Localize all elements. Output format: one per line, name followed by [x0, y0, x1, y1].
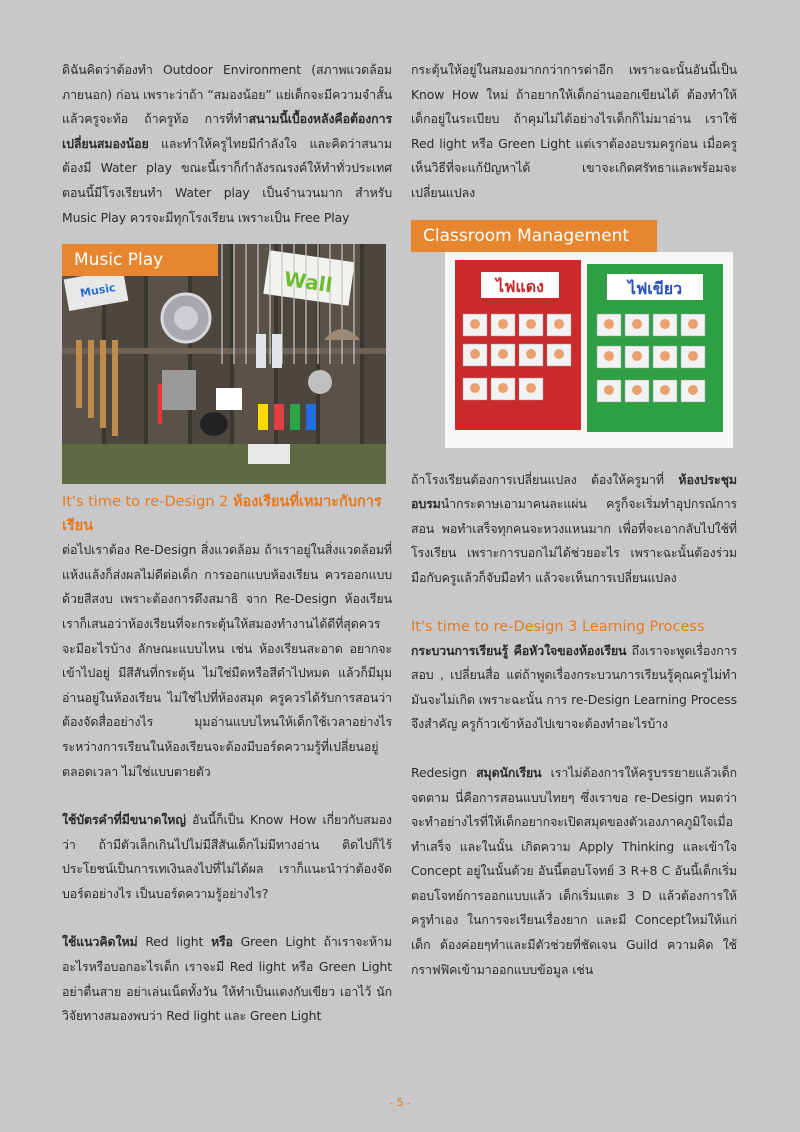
music-wall-illustration — [62, 244, 386, 484]
training-paragraph: ถ้าโรงเรียนต้องการเปลี่ยนแปลง ต้องให้ครูมาที่ ห้องประชุมอบรมนำกระดาษเอามาคนละแผ่น ครูก็จะเริ่มทำอุปกรณ์การสอน พอทำเสร็จทุกคนจะหวงแหนมาก เพื่อที่จะเอากลับไปใช้ที่โรงเรียน เพราะการบอกไม่ได้ช่วยอะไร เพราะฉะนั้นต้องร่วมมือกับครูแล้วก็จับมือทำ แล้วจะเห็นการเปลี่ยนแปลง — [411, 471, 737, 585]
word-card-paragraph: ใช้บัตรคำที่มีขนาดใหญ่ อันนี้ก็เป็น Know How เกี่ยวกับสมองว่า ถ้ามีตัวเล็กเกินไปไม่มีสีสันเด็กไม่มีทางอ่าน ติดไปก็ไร้ประโยชน์เป็นการเทเงินลงไปที่ไม่ได้ผล เราก็แนะนำว่าต้องจัดบอร์ดอย่างไร เป็นบอร์ดความรู้อย่างไร? — [62, 812, 392, 901]
classroom-management-label: Classroom Management — [411, 220, 657, 252]
student-notebook-paragraph: Redesign สมุดนักเรียน เราไม่ต้องการให้ครูบรรยายแล้วเด็กจดตาม นี่คือการสอนแบบไทยๆ ซึ่งเราขอ re-Design หมดว่าจะทำอย่างไรที่ให้เด็กอยากจะเปิดสมุดของตัวเองภาคภูมิใจเมื่อทำเสร็จ และในนั้น เกิดความ Apply Thinking และเข้าใจ Concept อยู่ในนั้นด้วย อันนี้ตอบโจทย์ 3 R+8 C อันนี้เด็กเริ่มตอบโจทย์การออกแบบแล้ว เด็กเริ่มแตะ 3 D แล้วต้องการให้ครูทำเอง ในการจะเรียนเรื่องยาก และมี Conceptใหม่ให้แก่เด็ก ต้องค่อยๆทำและมีตัวช่วยที่ชัดเจน Guild ความคิด ใช้กราฟฟิคเข้ามาออกแบบข้อมูล เช่น — [411, 764, 737, 977]
wall-sign: Wall — [282, 266, 334, 298]
green-light-board-title: ไฟเขียว — [627, 278, 683, 298]
section-heading-3: It's time to re-Design 3 Learning Process — [411, 618, 705, 635]
music-play-label: Music Play — [62, 244, 218, 276]
music-sign: Music — [79, 281, 117, 301]
red-green-light-paragraph: ใช้แนวคิดใหม่ Red light หรือ Green Light ถ้าเราจะห้ามอะไรหรือบอกอะไรเด็ก เราจะมี Red light หรือ Green Light อย่าตื่นสาย อย่าเล่นเน็ตทั้งวัน ให้ทำเป็นแดงกับเขียว เอาไว้ นักวิจัยทางสมองพบว่า Red light และ Green Light — [62, 934, 392, 1024]
intro-paragraph: ดิฉันคิดว่าต้องทำ Outdoor Environment (สภาพแวดล้อมภายนอก) ก่อน เพราะว่าถ้า “สมองน้อย” แย่เด็กจะมีความจำสั้น แล้วครูจะท้อ ถ้าครูท้อ การที่ทำสนามนี้เบื้องหลังคือต้องการเปลี่ยนสมองน้อย และทำให้ครูไทยมีกำลังใจ และคิดว่าสนามต้องมี Water play ขณะนี้เราก็กำลังรณรงค์ให้ทำทั่วประเทศ ตอนนี้มีโรงเรียนทำ Water play เป็นจำนวนมาก สำหรับ Music Play ควรจะมีทุกโรงเรียน เพราะเป็น Free Play — [62, 62, 392, 225]
right-column — [411, 58, 737, 982]
classroom-paragraph: ต่อไปเราต้อง Re-Design สิ่งแวดล้อม ถ้าเราอยู่ในสิ่งแวดล้อมที่แห้งแล้งก็ส่งผลไม่ดีต่อเด็ก การออกแบบห้องเรียน ควรออกแบบด้วยสีสงบ เพราะต้องการดึงสมาธิ จาก Re-Design ห้องเรียน เราก็เสนอว่าห้องเรียนที่จะกระตุ้นให้สมองทำงานได้ดีที่สุดควรจะมีอะไรบ้าง ลักษณะแบบไหน เช่น ห้องเรียนสะอาด อยากจะเข้าไปอยู่ มีสีสันที่กระตุ้น ไม่ใช่มืดหรือสีดำไปหมด แล้วก็มีมุมอ่านอยู่ในห้องเรียน ไม่ใช่ไปที่ห้องสมุด ครูควรได้รับการสอนว่าต้องจัดสื่ออย่างไร มุมอ่านแบบไหนให้เด็กใช้เวลาอย่างไร ระหว่างการเรียนในห้องเรียนจะต้องมีบอร์ดความรู้ที่เปลี่ยนอยู่ตลอดเวลา ไม่ใช่แบบตายตัว — [62, 542, 392, 779]
page-number: - 5 - — [389, 1096, 411, 1109]
music-play-photo — [62, 244, 386, 484]
left-column — [62, 58, 392, 1029]
section-heading-2: It's time to re-Design 2 ห้องเรียนที่เหมาะกับการเรียน — [62, 494, 382, 535]
know-how-paragraph: กระตุ้นให้อยู่ในสมองมากกว่าการด่าอีก เพราะฉะนั้นอันนี้เป็น Know How ใหม่ ถ้าอยากให้เด็กอ่านออกเขียนได้ ต้องทำให้เด็กอยู่ในระเบียบ ถ้าคุมไม่ได้อย่างไรเด็กก็ไม่มาอ่าน เราใช้ Red light หรือ Green Light แต่เราต้องอบรมครูก่อน เมื่อครูเห็นวิธีที่จะแก้ปัญหาได้ เขาจะเกิดศรัทธาและพร้อมจะเปลี่ยนแปลง — [411, 62, 737, 200]
learning-process-paragraph: กระบวนการเรียนรู้ คือหัวใจของห้องเรียน ถึงเราจะพูดเรื่องการสอบ , เปลี่ยนสื่อ แต่ถ้าพูดเรื่องกระบวนการเรียนรู้คุณครูไม่ทำมันจะไม่เกิด เพราะฉะนั้น การ re-Design Learning Process จึงสำคัญ ครูก้าวเข้าห้องไปเขาจะต้องทำอะไรบ้าง — [411, 642, 738, 732]
classroom-management-photo — [411, 220, 733, 458]
red-light-board-title: ไฟแดง — [496, 276, 544, 296]
